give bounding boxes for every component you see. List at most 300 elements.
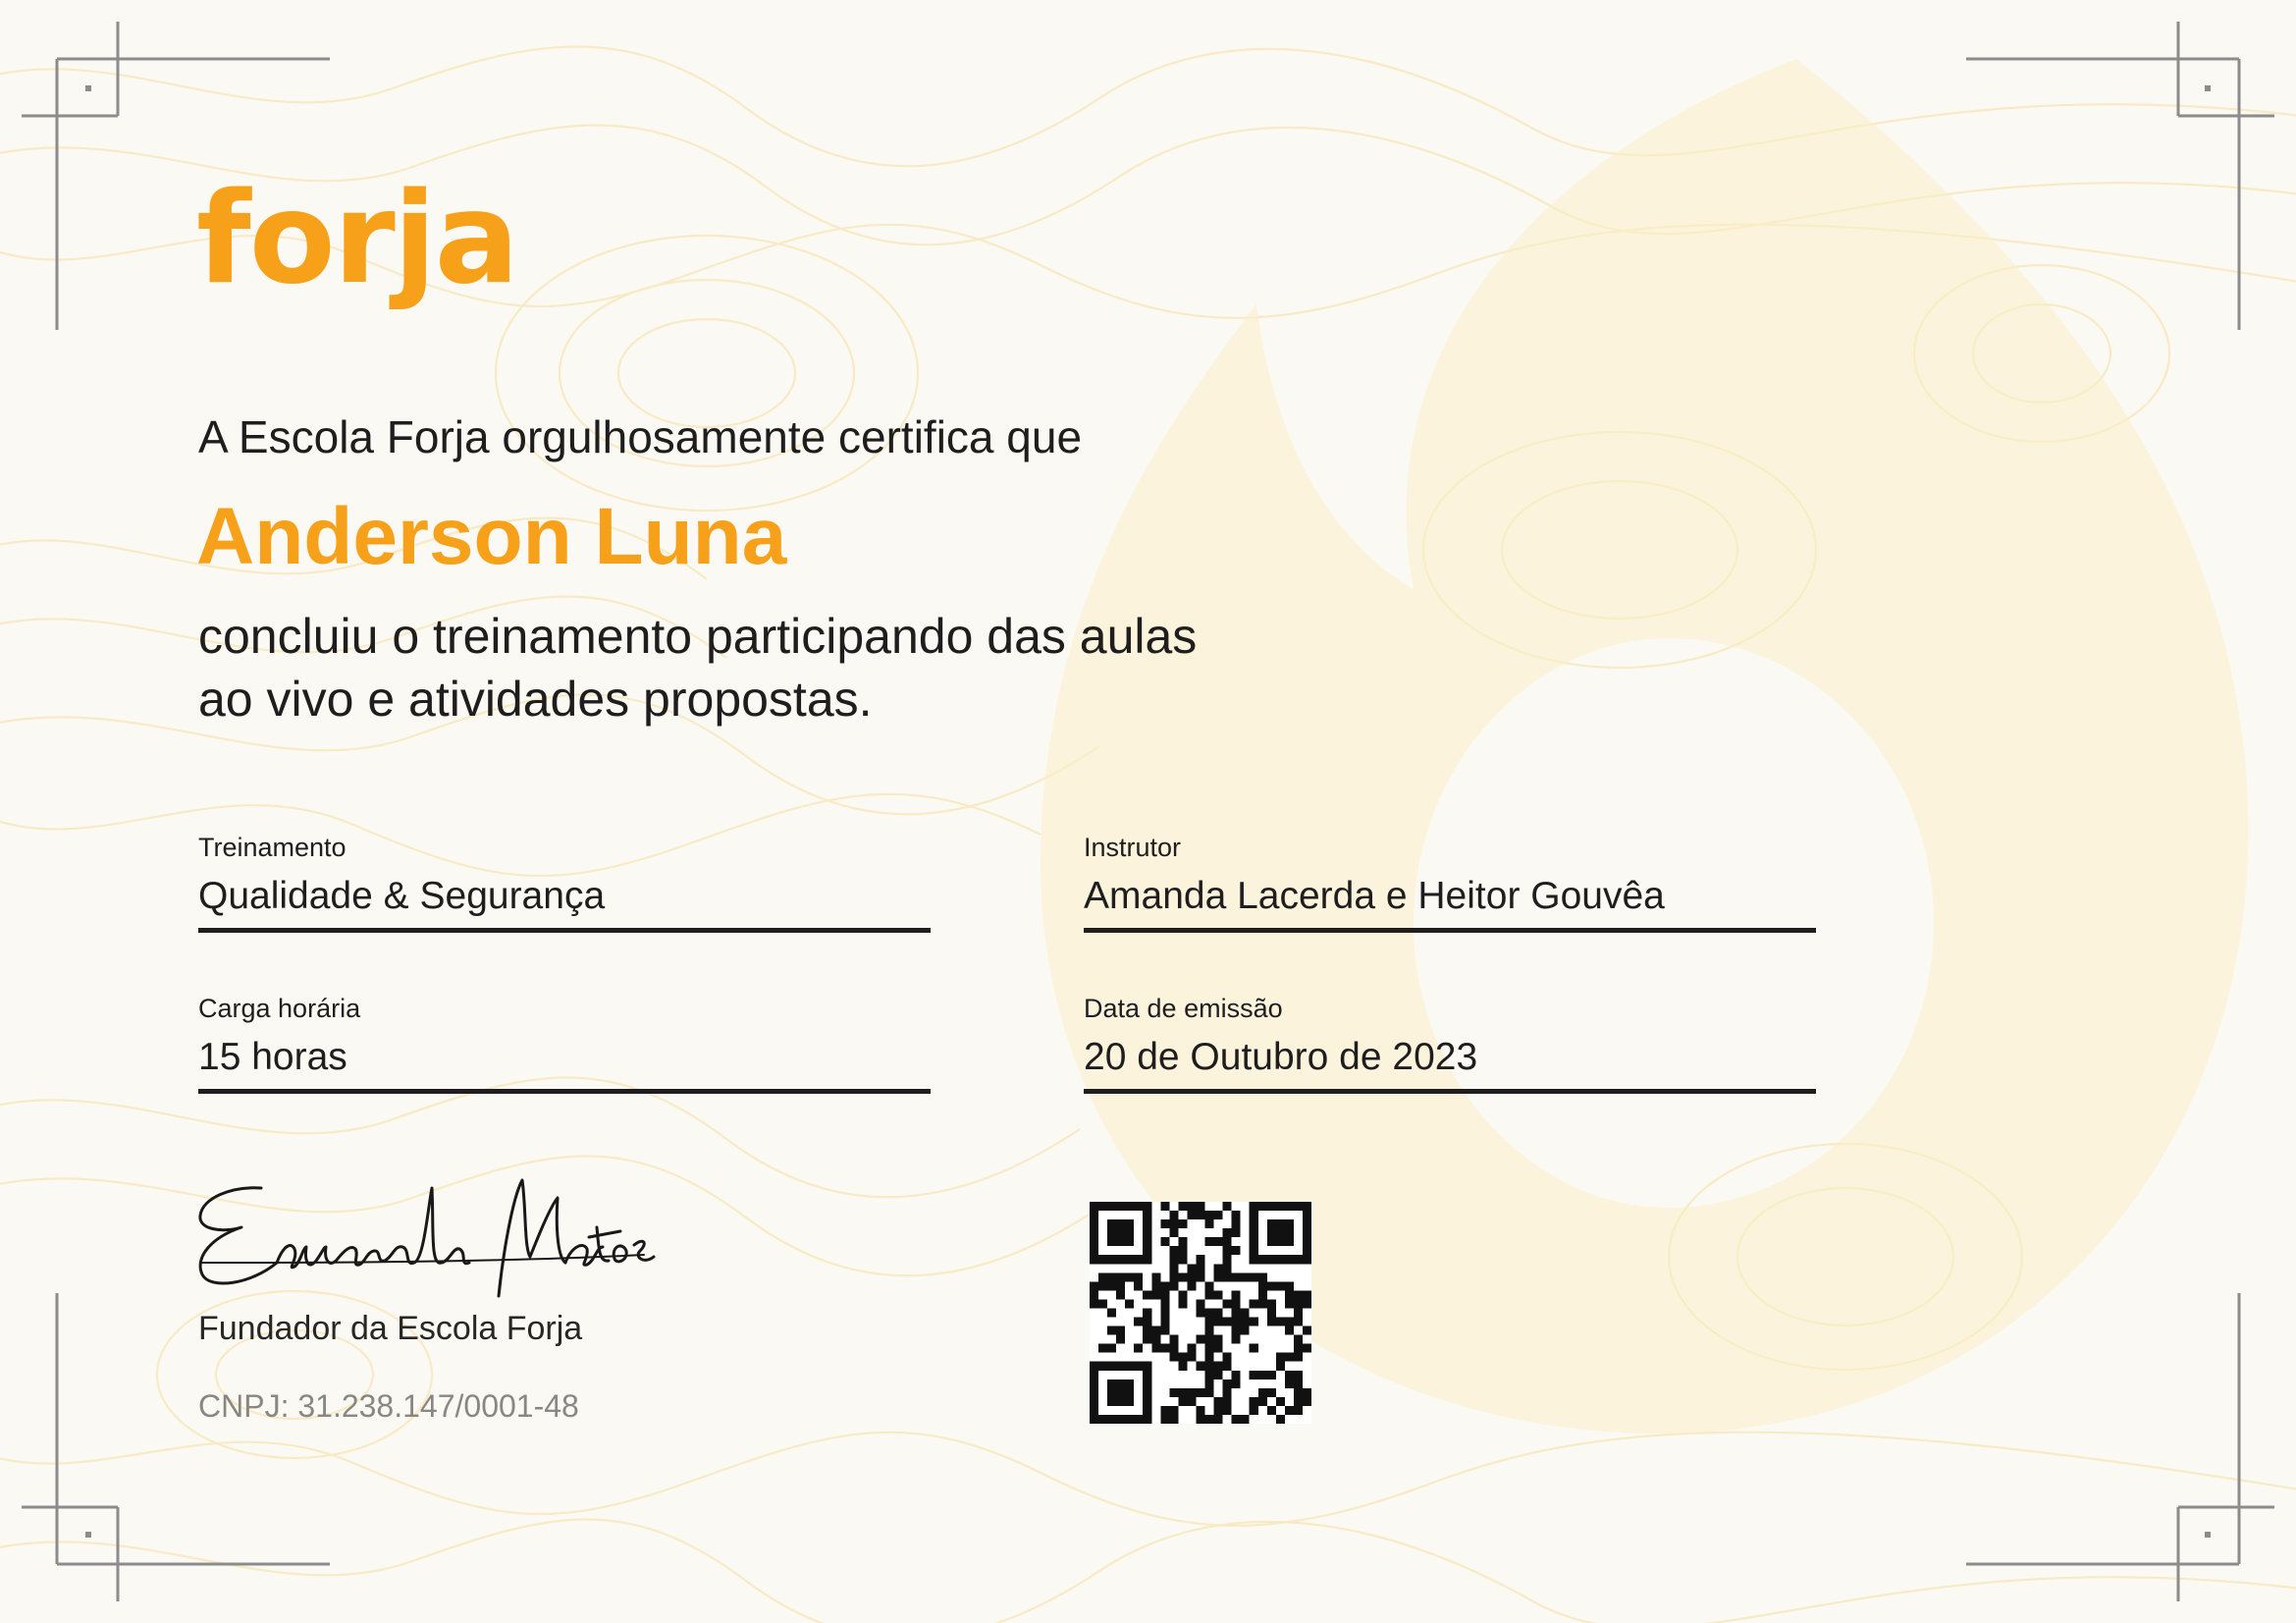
qr-module xyxy=(1267,1219,1276,1228)
issue-date-field xyxy=(1084,994,1816,1094)
qr-module xyxy=(1151,1290,1160,1299)
qr-module xyxy=(1107,1326,1116,1335)
qr-module xyxy=(1134,1362,1143,1371)
qr-module xyxy=(1090,1219,1098,1228)
qr-module xyxy=(1116,1415,1125,1424)
qr-module xyxy=(1205,1353,1214,1362)
qr-module xyxy=(1258,1281,1267,1290)
qr-module xyxy=(1116,1362,1125,1371)
qr-module xyxy=(1169,1255,1178,1264)
qr-module xyxy=(1303,1246,1311,1255)
qr-module xyxy=(1303,1388,1311,1397)
qr-module xyxy=(1303,1299,1311,1308)
qr-module xyxy=(1178,1388,1187,1397)
qr-module xyxy=(1276,1219,1285,1228)
qr-module xyxy=(1232,1272,1241,1281)
qr-module xyxy=(1303,1202,1311,1211)
qr-module xyxy=(1276,1202,1285,1211)
qr-module xyxy=(1250,1272,1258,1281)
qr-module xyxy=(1098,1255,1107,1264)
qr-module xyxy=(1169,1219,1178,1228)
qr-module xyxy=(1196,1362,1204,1371)
qr-module xyxy=(1107,1380,1116,1388)
qr-module xyxy=(1214,1371,1223,1380)
qr-module xyxy=(1205,1318,1214,1326)
qr-module xyxy=(1160,1219,1169,1228)
instructor-label: Instrutor xyxy=(1084,833,1182,862)
qr-module xyxy=(1196,1335,1204,1344)
corner-ornament-top-right xyxy=(1943,0,2296,353)
qr-module xyxy=(1134,1415,1143,1424)
qr-module xyxy=(1160,1318,1169,1326)
qr-module xyxy=(1143,1255,1151,1264)
qr-module xyxy=(1098,1299,1107,1308)
training-label: Treinamento xyxy=(198,833,347,862)
qr-module xyxy=(1125,1272,1134,1281)
qr-module xyxy=(1187,1344,1196,1353)
qr-module xyxy=(1232,1228,1241,1237)
qr-module xyxy=(1223,1202,1232,1211)
workload-value: 15 horas xyxy=(198,1036,347,1078)
qr-module xyxy=(1107,1308,1116,1317)
qr-module xyxy=(1178,1237,1187,1246)
qr-module xyxy=(1098,1415,1107,1424)
qr-module xyxy=(1196,1388,1204,1397)
qr-module xyxy=(1285,1326,1294,1335)
qr-module xyxy=(1196,1255,1204,1264)
qr-module xyxy=(1241,1308,1250,1317)
qr-module xyxy=(1098,1272,1107,1281)
qr-module xyxy=(1250,1237,1258,1246)
qr-module xyxy=(1116,1219,1125,1228)
qr-module xyxy=(1214,1344,1223,1353)
qr-module xyxy=(1223,1353,1232,1362)
qr-module xyxy=(1267,1371,1276,1380)
qr-module xyxy=(1205,1308,1214,1317)
qr-module xyxy=(1090,1255,1098,1264)
qr-module xyxy=(1276,1397,1285,1406)
certificate-intro: A Escola Forja orgulhosamente certifica que xyxy=(198,411,1083,462)
qr-module xyxy=(1258,1299,1267,1308)
qr-module xyxy=(1214,1272,1223,1281)
qr-module xyxy=(1250,1228,1258,1237)
qr-module xyxy=(1267,1255,1276,1264)
qr-module xyxy=(1241,1318,1250,1326)
corner-ornament-bottom-right xyxy=(1943,1270,2296,1623)
qr-module xyxy=(1143,1371,1151,1380)
qr-module xyxy=(1169,1415,1178,1424)
qr-module xyxy=(1160,1344,1169,1353)
qr-module xyxy=(1160,1308,1169,1317)
qr-module xyxy=(1303,1219,1311,1228)
qr-module xyxy=(1267,1308,1276,1317)
qr-module xyxy=(1090,1371,1098,1380)
qr-module xyxy=(1116,1290,1125,1299)
qr-module xyxy=(1205,1335,1214,1344)
qr-module xyxy=(1285,1290,1294,1299)
qr-module xyxy=(1294,1371,1303,1380)
qr-module xyxy=(1169,1344,1178,1353)
qr-module xyxy=(1232,1380,1241,1388)
qr-module xyxy=(1250,1318,1258,1326)
qr-module xyxy=(1107,1344,1116,1353)
cnpj-number: CNPJ: 31.238.147/0001-48 xyxy=(198,1388,579,1424)
qr-module xyxy=(1151,1326,1160,1335)
qr-module xyxy=(1232,1211,1241,1219)
qr-module xyxy=(1098,1362,1107,1371)
qr-module xyxy=(1143,1246,1151,1255)
qr-module xyxy=(1285,1228,1294,1237)
training-value: Qualidade & Segurança xyxy=(198,875,606,917)
qr-module xyxy=(1250,1344,1258,1353)
qr-module xyxy=(1143,1228,1151,1237)
qr-module xyxy=(1090,1406,1098,1415)
qr-module xyxy=(1169,1228,1178,1237)
qr-module xyxy=(1285,1219,1294,1228)
qr-module xyxy=(1143,1219,1151,1228)
qr-module xyxy=(1294,1318,1303,1326)
qr-module xyxy=(1116,1202,1125,1211)
qr-module xyxy=(1169,1406,1178,1415)
qr-module xyxy=(1303,1237,1311,1246)
qr-module xyxy=(1116,1255,1125,1264)
qr-module xyxy=(1134,1318,1143,1326)
qr-module xyxy=(1160,1290,1169,1299)
completion-line-2: ao vivo e atividades propostas. xyxy=(198,672,873,727)
qr-module xyxy=(1294,1397,1303,1406)
qr-module xyxy=(1205,1326,1214,1335)
qr-module xyxy=(1125,1299,1134,1308)
qr-module xyxy=(1223,1264,1232,1272)
signature xyxy=(192,1168,683,1306)
qr-module xyxy=(1205,1380,1214,1388)
qr-module xyxy=(1258,1202,1267,1211)
qr-module xyxy=(1232,1371,1241,1380)
qr-module xyxy=(1107,1272,1116,1281)
qr-module xyxy=(1232,1290,1241,1299)
qr-module xyxy=(1090,1290,1098,1299)
instructor-value: Amanda Lacerda e Heitor Gouvêa xyxy=(1084,875,1665,917)
qr-module xyxy=(1090,1380,1098,1388)
qr-module xyxy=(1258,1397,1267,1406)
qr-module xyxy=(1125,1202,1134,1211)
qr-module xyxy=(1303,1290,1311,1299)
qr-module xyxy=(1267,1388,1276,1397)
completion-line-1: concluiu o treinamento participando das aulas xyxy=(198,609,1198,664)
qr-module xyxy=(1143,1406,1151,1415)
qr-module xyxy=(1276,1237,1285,1246)
qr-module xyxy=(1116,1272,1125,1281)
qr-module xyxy=(1250,1219,1258,1228)
qr-module xyxy=(1160,1415,1169,1424)
workload-label: Carga horária xyxy=(198,994,361,1023)
qr-module xyxy=(1143,1211,1151,1219)
qr-module xyxy=(1143,1415,1151,1424)
qr-module xyxy=(1285,1318,1294,1326)
qr-module xyxy=(1143,1397,1151,1406)
qr-module xyxy=(1303,1228,1311,1237)
qr-module xyxy=(1090,1211,1098,1219)
recipient-name: Anderson Luna xyxy=(196,492,787,581)
qr-module xyxy=(1187,1211,1196,1219)
qr-module xyxy=(1160,1406,1169,1415)
qr-module xyxy=(1223,1237,1232,1246)
qr-module xyxy=(1134,1272,1143,1281)
qr-module xyxy=(1125,1415,1134,1424)
qr-module xyxy=(1214,1406,1223,1415)
qr-module xyxy=(1267,1299,1276,1308)
completion-statement xyxy=(198,605,1376,730)
qr-module xyxy=(1223,1380,1232,1388)
qr-module xyxy=(1125,1388,1134,1397)
qr-module xyxy=(1090,1237,1098,1246)
qr-module xyxy=(1178,1202,1187,1211)
qr-module xyxy=(1241,1415,1250,1424)
qr-module xyxy=(1303,1255,1311,1264)
issue-date-value: 20 de Outubro de 2023 xyxy=(1084,1036,1478,1078)
qr-module xyxy=(1178,1362,1187,1371)
qr-module xyxy=(1151,1272,1160,1281)
qr-module xyxy=(1151,1344,1160,1353)
qr-module xyxy=(1090,1415,1098,1424)
qr-module xyxy=(1250,1246,1258,1255)
qr-module xyxy=(1090,1362,1098,1371)
qr-module xyxy=(1232,1326,1241,1335)
qr-module xyxy=(1125,1362,1134,1371)
qr-module xyxy=(1223,1318,1232,1326)
qr-module xyxy=(1214,1237,1223,1246)
qr-module xyxy=(1232,1299,1241,1308)
qr-module xyxy=(1169,1272,1178,1281)
qr-module xyxy=(1205,1415,1214,1424)
qr-module xyxy=(1285,1406,1294,1415)
qr-module xyxy=(1187,1272,1196,1281)
qr-module xyxy=(1196,1406,1204,1415)
qr-module xyxy=(1285,1202,1294,1211)
qr-module xyxy=(1250,1397,1258,1406)
qr-module xyxy=(1205,1388,1214,1397)
qr-module xyxy=(1214,1264,1223,1272)
qr-module xyxy=(1143,1388,1151,1397)
qr-module xyxy=(1294,1255,1303,1264)
qr-module xyxy=(1178,1290,1187,1299)
qr-module xyxy=(1294,1344,1303,1353)
qr-module xyxy=(1214,1362,1223,1371)
qr-module xyxy=(1250,1299,1258,1308)
qr-module xyxy=(1294,1353,1303,1362)
qr-code[interactable] xyxy=(1090,1202,1311,1424)
qr-module xyxy=(1107,1388,1116,1397)
instructor-field xyxy=(1084,833,1816,933)
qr-module xyxy=(1116,1228,1125,1237)
qr-module xyxy=(1205,1211,1214,1219)
qr-module xyxy=(1303,1211,1311,1219)
qr-module xyxy=(1205,1237,1214,1246)
qr-module xyxy=(1151,1335,1160,1344)
qr-module xyxy=(1134,1344,1143,1353)
qr-module xyxy=(1090,1397,1098,1406)
qr-module xyxy=(1090,1202,1098,1211)
qr-module xyxy=(1090,1246,1098,1255)
qr-module xyxy=(1258,1371,1267,1380)
qr-module xyxy=(1187,1397,1196,1406)
qr-module xyxy=(1196,1211,1204,1219)
qr-module xyxy=(1178,1299,1187,1308)
qr-module xyxy=(1214,1397,1223,1406)
qr-module xyxy=(1285,1281,1294,1290)
signature-title: Fundador da Escola Forja xyxy=(198,1310,583,1347)
qr-module xyxy=(1223,1362,1232,1371)
training-field xyxy=(198,833,931,933)
qr-module xyxy=(1276,1362,1285,1371)
qr-module xyxy=(1258,1388,1267,1397)
qr-module xyxy=(1107,1281,1116,1290)
qr-module xyxy=(1098,1281,1107,1290)
qr-module xyxy=(1178,1219,1187,1228)
qr-module xyxy=(1116,1326,1125,1335)
qr-module xyxy=(1187,1264,1196,1272)
qr-module xyxy=(1232,1415,1241,1424)
workload-field xyxy=(198,994,931,1094)
qr-module xyxy=(1196,1415,1204,1424)
qr-module xyxy=(1107,1362,1116,1371)
qr-module xyxy=(1125,1397,1134,1406)
qr-module xyxy=(1116,1380,1125,1388)
qr-module xyxy=(1250,1202,1258,1211)
qr-module xyxy=(1276,1415,1285,1424)
qr-module xyxy=(1267,1318,1276,1326)
qr-module xyxy=(1116,1281,1125,1290)
qr-module xyxy=(1143,1202,1151,1211)
qr-module xyxy=(1250,1371,1258,1380)
qr-module xyxy=(1143,1318,1151,1326)
qr-module xyxy=(1107,1228,1116,1237)
qr-module xyxy=(1205,1219,1214,1228)
qr-module xyxy=(1107,1202,1116,1211)
qr-module xyxy=(1090,1281,1098,1290)
qr-module xyxy=(1125,1219,1134,1228)
qr-module xyxy=(1205,1371,1214,1380)
qr-module xyxy=(1214,1290,1223,1299)
qr-module xyxy=(1125,1255,1134,1264)
qr-module xyxy=(1116,1335,1125,1344)
qr-module xyxy=(1294,1380,1303,1388)
qr-module xyxy=(1294,1406,1303,1415)
qr-module xyxy=(1250,1255,1258,1264)
qr-module xyxy=(1267,1202,1276,1211)
qr-module xyxy=(1169,1264,1178,1272)
qr-module xyxy=(1223,1228,1232,1237)
qr-module xyxy=(1196,1264,1204,1272)
qr-module xyxy=(1303,1397,1311,1406)
qr-module xyxy=(1223,1255,1232,1264)
qr-module xyxy=(1143,1380,1151,1388)
qr-module xyxy=(1125,1228,1134,1237)
qr-module xyxy=(1178,1246,1187,1255)
qr-module xyxy=(1151,1281,1160,1290)
forja-logo: forja xyxy=(196,166,517,312)
qr-module xyxy=(1143,1335,1151,1344)
qr-module xyxy=(1223,1397,1232,1406)
qr-module xyxy=(1303,1326,1311,1335)
qr-module xyxy=(1223,1388,1232,1397)
qr-module xyxy=(1232,1335,1241,1344)
qr-module xyxy=(1143,1237,1151,1246)
qr-module xyxy=(1107,1255,1116,1264)
qr-module xyxy=(1116,1237,1125,1246)
qr-module xyxy=(1125,1237,1134,1246)
qr-module xyxy=(1241,1272,1250,1281)
qr-module xyxy=(1160,1202,1169,1211)
qr-module xyxy=(1090,1299,1098,1308)
qr-module xyxy=(1214,1308,1223,1317)
qr-module xyxy=(1187,1388,1196,1397)
qr-module xyxy=(1285,1299,1294,1308)
qr-module xyxy=(1107,1219,1116,1228)
qr-module xyxy=(1267,1406,1276,1415)
qr-module xyxy=(1294,1308,1303,1317)
qr-module xyxy=(1276,1318,1285,1326)
qr-module xyxy=(1214,1415,1223,1424)
qr-module xyxy=(1116,1388,1125,1397)
qr-module xyxy=(1178,1272,1187,1281)
qr-module xyxy=(1223,1272,1232,1281)
qr-module xyxy=(1160,1326,1169,1335)
qr-module xyxy=(1276,1255,1285,1264)
qr-module xyxy=(1205,1344,1214,1353)
qr-module xyxy=(1205,1281,1214,1290)
qr-module xyxy=(1178,1397,1187,1406)
qr-module xyxy=(1250,1211,1258,1219)
qr-module xyxy=(1294,1388,1303,1397)
qr-module xyxy=(1178,1255,1187,1264)
qr-module xyxy=(1169,1335,1178,1344)
qr-module xyxy=(1267,1281,1276,1290)
qr-module xyxy=(1134,1281,1143,1290)
qr-module xyxy=(1098,1202,1107,1211)
qr-module xyxy=(1187,1353,1196,1362)
qr-module xyxy=(1285,1237,1294,1246)
qr-module xyxy=(1258,1255,1267,1264)
qr-module xyxy=(1107,1397,1116,1406)
qr-module xyxy=(1090,1388,1098,1397)
qr-module xyxy=(1303,1344,1311,1353)
qr-module xyxy=(1134,1255,1143,1264)
qr-module xyxy=(1169,1246,1178,1255)
qr-module xyxy=(1107,1415,1116,1424)
qr-module xyxy=(1107,1237,1116,1246)
qr-module xyxy=(1294,1299,1303,1308)
qr-module xyxy=(1285,1353,1294,1362)
qr-module xyxy=(1232,1318,1241,1326)
qr-module xyxy=(1143,1362,1151,1371)
qr-module xyxy=(1276,1228,1285,1237)
qr-module xyxy=(1232,1246,1241,1255)
qr-module xyxy=(1169,1353,1178,1362)
qr-module xyxy=(1258,1272,1267,1281)
qr-module xyxy=(1160,1299,1169,1308)
qr-module xyxy=(1196,1272,1204,1281)
qr-module xyxy=(1223,1406,1232,1415)
qr-module xyxy=(1205,1362,1214,1371)
qr-module xyxy=(1250,1406,1258,1415)
qr-module xyxy=(1223,1299,1232,1308)
qr-module xyxy=(1169,1211,1178,1219)
qr-module xyxy=(1116,1397,1125,1406)
qr-module xyxy=(1214,1335,1223,1344)
qr-module xyxy=(1196,1299,1204,1308)
qr-module xyxy=(1160,1281,1169,1290)
